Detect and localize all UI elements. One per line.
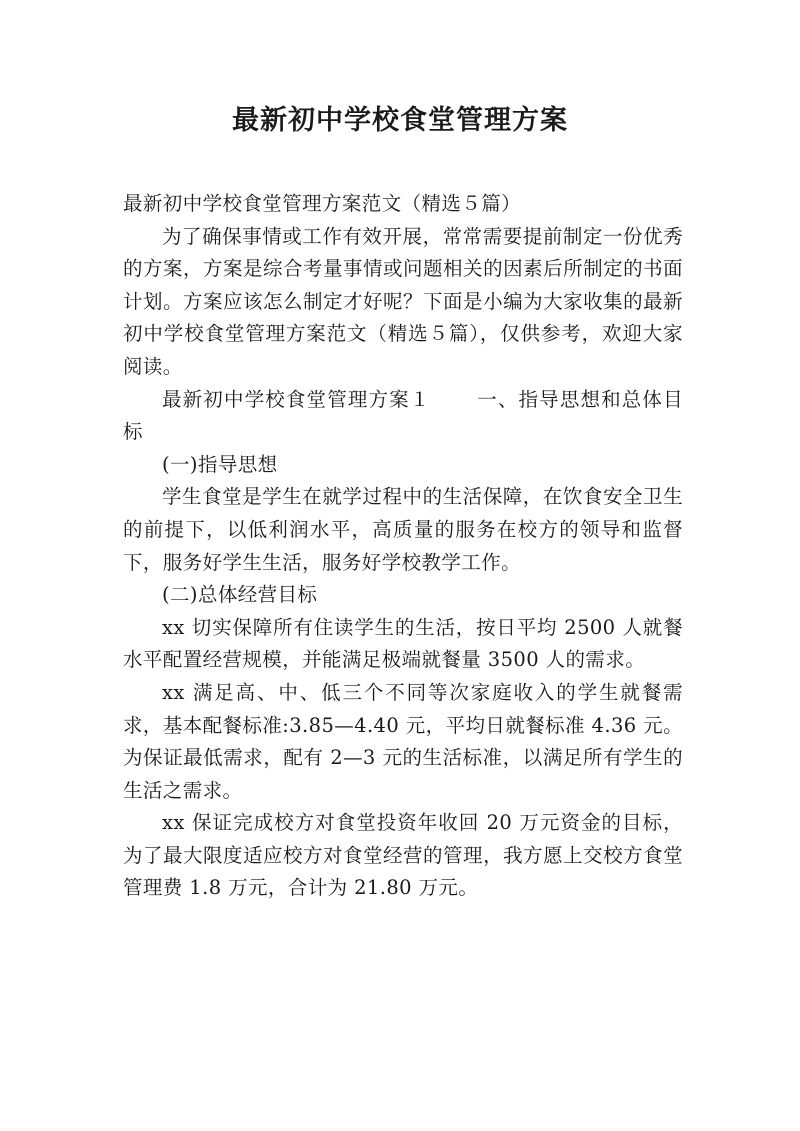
subsection-2-title: (二)总体经营目标 [162, 583, 318, 607]
section-heading-line [123, 384, 683, 449]
goal-item-2: xx 满足高、中、低三个不同等次家庭收入的学生就餐需求，基本配餐标准:3.85—4.40 元，平均日就餐标准 4.36 元。为保证最低需求，配有 2—3 元的生活标准，以满足所有学生的生活之需求。 [123, 680, 683, 802]
section-heading: 一、指导思想和总体目标 [123, 387, 683, 444]
goal-item-1: xx 切实保障所有住读学生的生活，按日平均 2500 人就餐水平配置经营规模，并能满足极端就餐量 3500 人的需求。 [123, 615, 683, 672]
subsection-1-body: 学生食堂是学生在就学过程中的生活保障，在饮食安全卫生的前提下，以低利润水平，高质量的服务在校方的领导和监督下，服务好学生生活，服务好学校教学工作。 [123, 485, 683, 574]
intro-paragraph: 为了确保事情或工作有效开展，常常需要提前制定一份优秀的方案，方案是综合考量事情或问题相关的因素后所制定的书面计划。方案应该怎么制定才好呢？下面是小编为大家收集的最新初中学校食堂管理方案范文（精选５篇），仅供参考，欢迎大家阅读。 [123, 224, 683, 378]
goal-item-3: xx 保证完成校方对食堂投资年收回 20 万元资金的目标，为了最大限度适应校方对食堂经营的管理，我方愿上交校方食堂管理费 1.8 万元，合计为 21.80 万元。 [123, 811, 683, 900]
section-title: 最新初中学校食堂管理方案１ [162, 387, 431, 411]
document-title: 最新初中学校食堂管理方案 [232, 105, 568, 136]
document-body [123, 188, 683, 905]
document-subtitle: 最新初中学校食堂管理方案范文（精选５篇） [123, 192, 522, 215]
subsection-1-title: (一)指导思想 [162, 452, 278, 476]
